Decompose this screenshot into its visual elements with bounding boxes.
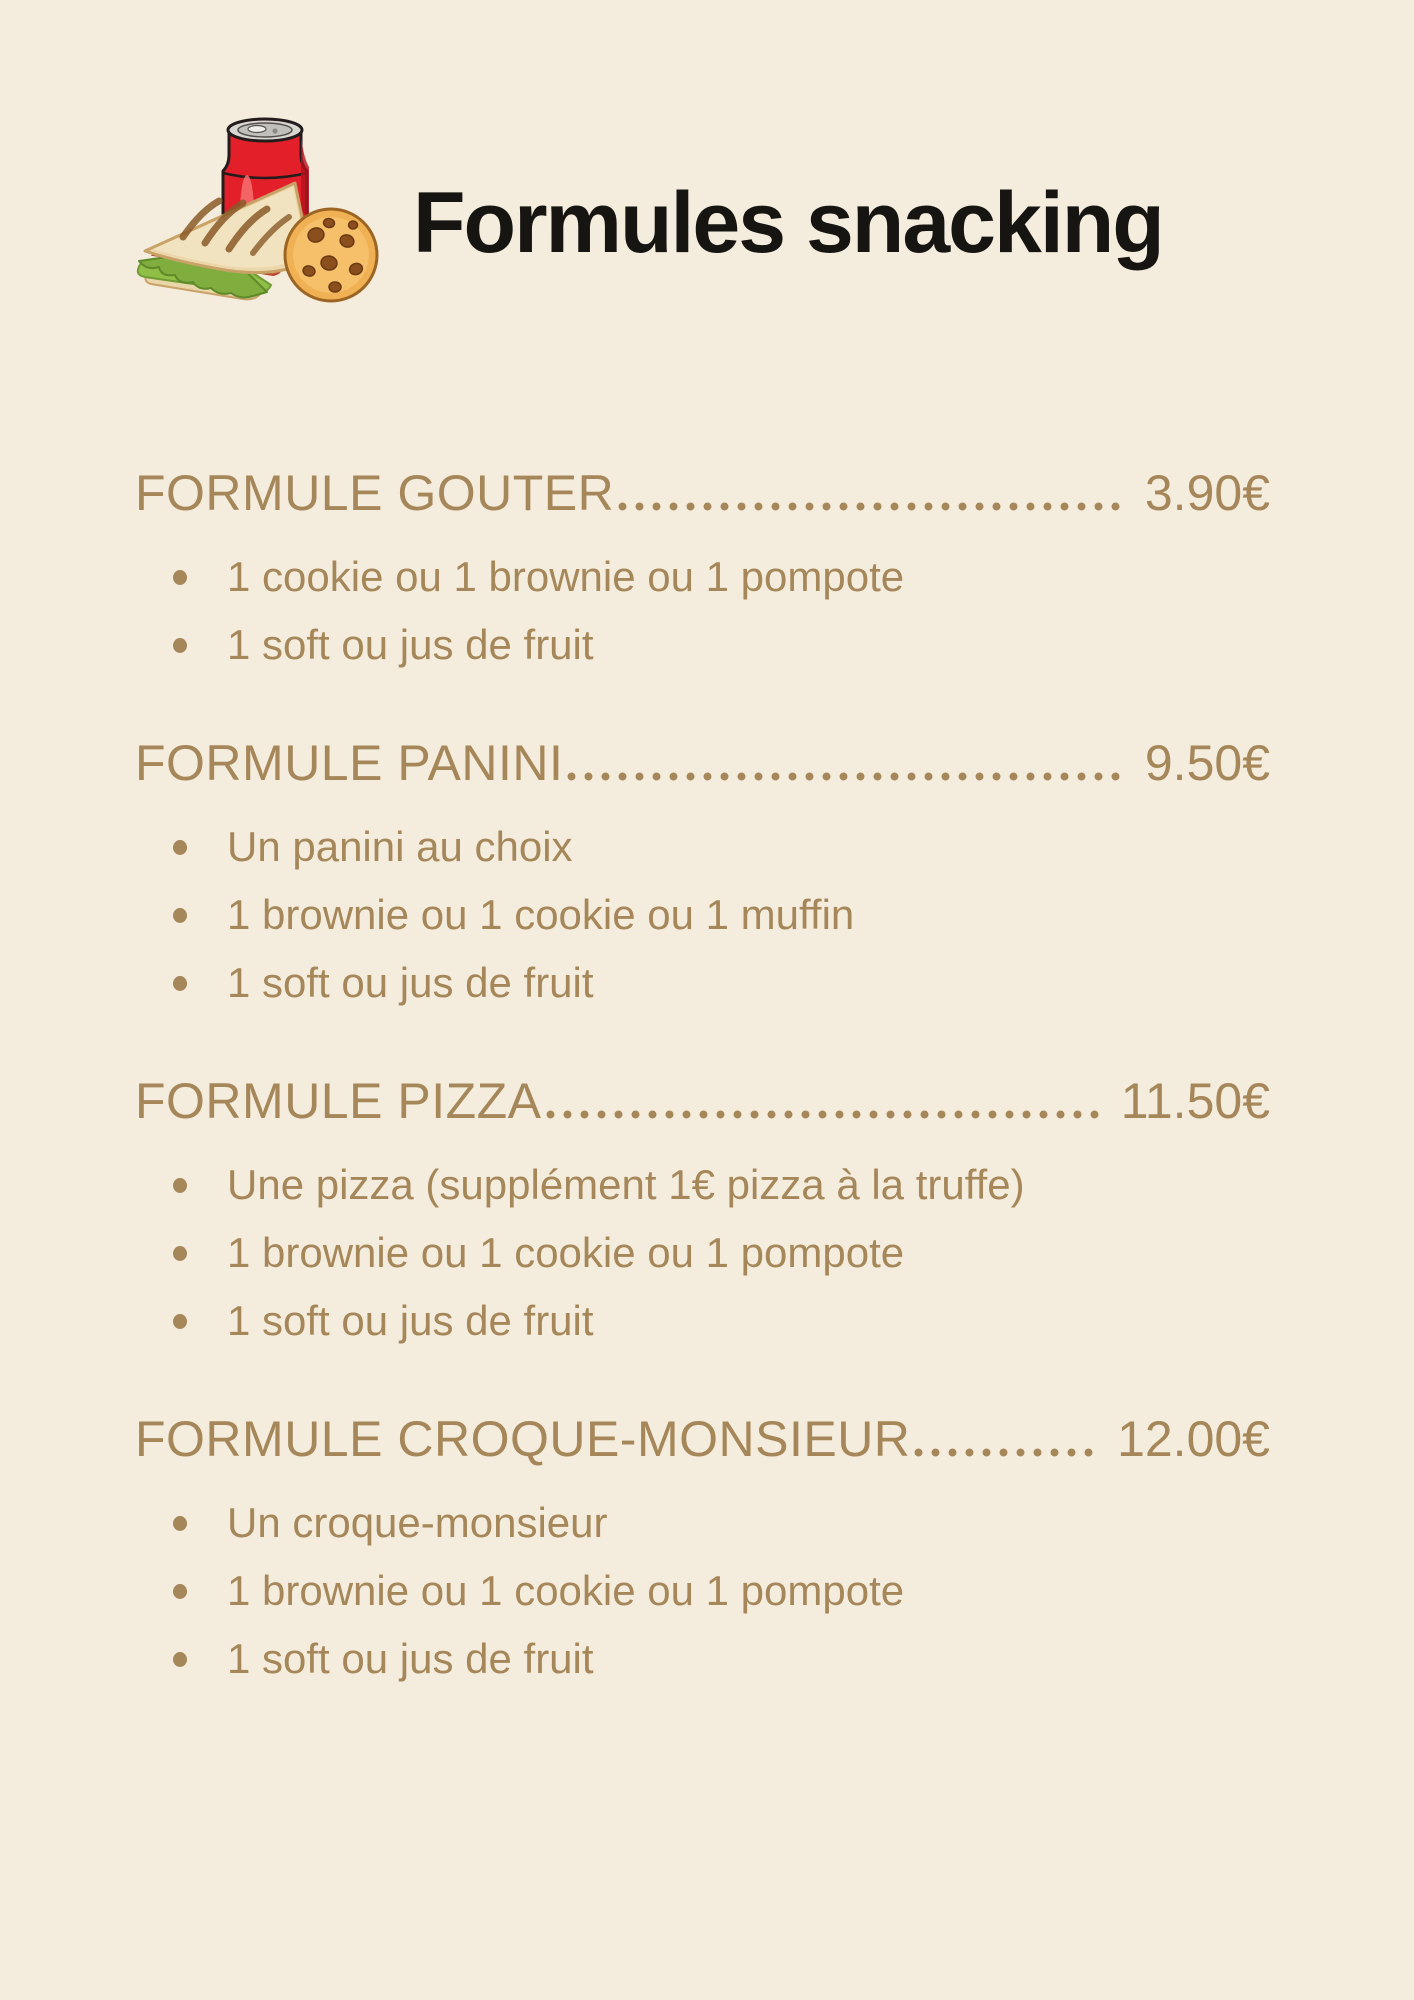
bullet-dot-icon (173, 1652, 187, 1667)
formula-items (135, 1489, 1270, 1693)
cookie-icon (285, 209, 377, 301)
formula-item (135, 1287, 1270, 1355)
bullet-dot-icon (173, 1178, 187, 1193)
formula-item (135, 611, 1270, 679)
formula-items (135, 813, 1270, 1017)
formula-item (135, 1219, 1270, 1287)
bullet-dot-icon (173, 638, 187, 653)
formula-item (135, 1625, 1270, 1693)
bullet-dot-icon (173, 1516, 187, 1531)
formula-items (135, 1151, 1270, 1355)
formula-item-label: 1 soft ou jus de fruit (227, 959, 594, 1006)
menu-section (135, 1411, 1270, 1693)
formula-row (135, 465, 1270, 521)
menu-section (135, 465, 1270, 679)
dotted-leader (567, 772, 1127, 781)
formula-item (135, 813, 1270, 881)
menu-section (135, 735, 1270, 1017)
bullet-dot-icon (173, 1246, 187, 1261)
formula-item-label: Une pizza (supplément 1€ pizza à la truffe) (227, 1161, 1025, 1208)
dotted-leader (914, 1448, 1099, 1457)
formula-name: FORMULE CROQUE-MONSIEUR (135, 1411, 911, 1467)
formula-name: FORMULE GOUTER (135, 465, 615, 521)
formula-item (135, 543, 1270, 611)
dotted-leader (546, 1110, 1103, 1119)
formula-item-label: 1 soft ou jus de fruit (227, 621, 594, 668)
bullet-dot-icon (173, 1314, 187, 1329)
snack-illustration (123, 103, 385, 303)
formula-item-label: 1 brownie ou 1 cookie ou 1 pompote (227, 1229, 905, 1276)
formula-row (135, 735, 1270, 791)
formula-price: 9.50€ (1144, 735, 1270, 791)
formula-item-label: 1 soft ou jus de fruit (227, 1297, 594, 1344)
formula-item (135, 1151, 1270, 1219)
formula-row (135, 1411, 1270, 1467)
formula-item-label: 1 brownie ou 1 cookie ou 1 muffin (227, 891, 855, 938)
formula-price: 12.00€ (1117, 1411, 1270, 1467)
bullet-dot-icon (173, 908, 187, 923)
formula-price: 3.90€ (1144, 465, 1270, 521)
menu-sections (135, 465, 1270, 1693)
formula-item (135, 949, 1270, 1017)
formula-item-label: 1 cookie ou 1 brownie ou 1 pompote (227, 553, 905, 600)
formula-items (135, 543, 1270, 679)
formula-item (135, 1489, 1270, 1557)
formula-item-label: Un panini au choix (227, 823, 573, 870)
formula-item (135, 881, 1270, 949)
bullet-dot-icon (173, 1584, 187, 1599)
formula-row (135, 1073, 1270, 1129)
dotted-leader (618, 502, 1127, 511)
bullet-dot-icon (173, 840, 187, 855)
bullet-dot-icon (173, 976, 187, 991)
formula-item-label: 1 soft ou jus de fruit (227, 1635, 594, 1682)
menu-header (123, 100, 1270, 305)
bullet-dot-icon (173, 570, 187, 585)
formula-name: FORMULE PANINI (135, 735, 564, 791)
menu-section (135, 1073, 1270, 1355)
formula-item-label: Un croque-monsieur (227, 1499, 608, 1546)
formula-item-label: 1 brownie ou 1 cookie ou 1 pompote (227, 1567, 905, 1614)
formula-item (135, 1557, 1270, 1625)
formula-price: 11.50€ (1120, 1073, 1270, 1129)
page-title: Formules snacking (413, 174, 1163, 271)
formula-name: FORMULE PIZZA (135, 1073, 542, 1129)
